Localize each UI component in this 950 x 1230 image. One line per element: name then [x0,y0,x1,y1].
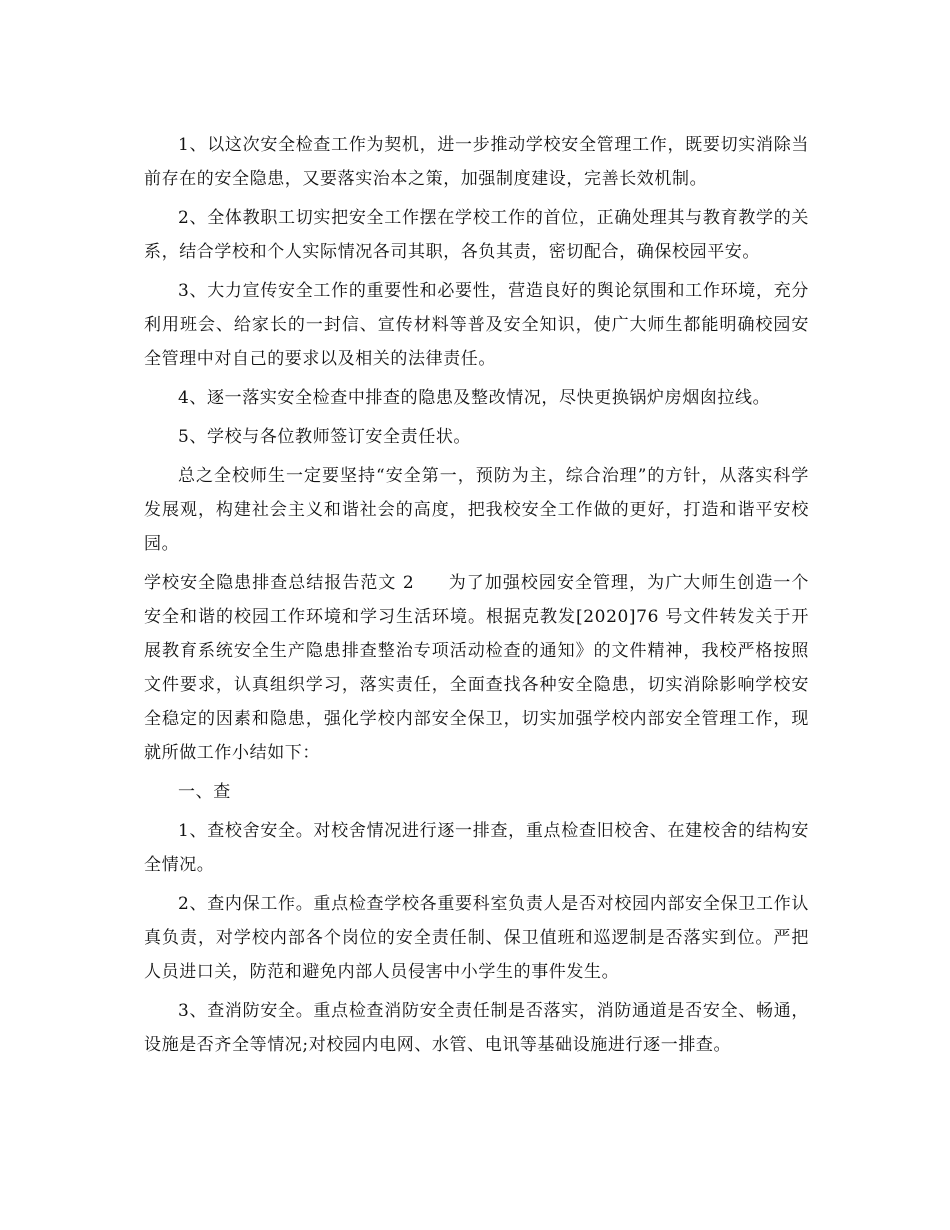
paragraph-check-3: 3、查消防安全。重点检查消防安全责任制是否落实，消防通道是否安全、畅通，设施是否齐全等情况;对校园内电网、水管、电讯等基础设施进行逐一排查。 [144,1001,809,1055]
document-page [144,128,809,1067]
paragraph-check-2: 2、查内保工作。重点检查学校各重要科室负责人是否对校园内部安全保卫工作认真负责，对学校内部各个岗位的安全责任制、保卫值班和巡逻制是否落实到位。严把人员进口关，防范和避免内部人员侵害中小学生的事件发生。 [144,894,809,982]
paragraph-5: 5、学校与各位教师签订安全责任状。 [178,427,472,447]
paragraph-check-1: 1、查校舍安全。对校舍情况进行逐一排查，重点检查旧校舍、在建校舍的结构安全情况。 [144,821,809,875]
paragraph-2: 2、全体教职工切实把安全工作摆在学校工作的首位，正确处理其与教育教学的关系，结合学校和个人实际情况各司其职，各负其责，密切配合，确保校园平安。 [144,208,809,262]
paragraph-3: 3、大力宣传安全工作的重要性和必要性，营造良好的舆论氛围和工作环境，充分利用班会、给家长的一封信、宣传材料等普及安全知识，使广大师生都能明确校园安全管理中对自己的要求以及相关的法律责任。 [144,281,809,369]
paragraph-1: 1、以这次安全检查工作为契机，进一步推动学校安全管理工作，既要切实消除当前存在的安全隐患，又要落实治本之策，加强制度建设，完善长效机制。 [144,135,809,189]
section2-text: 为了加强校园安全管理，为广大师生创造一个安全和谐的校园工作环境和学习生活环境。根据克教发[2020]76 号文件转发关于开展教育系统安全生产隐患排查整治专项活动检查的通知》的文件精神，我校严格按照文件要求，认真组织学习，落实责任，全面查找各种安全隐患，切实消除影响学校安全稳定的因素和隐患，强化学校内部安全保卫，切实加强学校内部安全管理工作，现就所做工作小结如下： [144,573,809,763]
heading-check: 一、查 [178,782,231,802]
paragraph-4: 4、逐一落实安全检查中排查的隐患及整改情况，尽快更换锅炉房烟囱拉线。 [178,388,771,408]
paragraph-conclusion: 总之全校师生一定要坚持“安全第一，预防为主，综合治理”的方针，从落实科学发展观，构建社会主义和谐社会的高度，把我校安全工作做的更好，打造和谐平安校园。 [144,466,809,554]
section2-paragraph [144,566,809,770]
section2-title: 学校安全隐患排查总结报告范文 2 [144,573,415,593]
